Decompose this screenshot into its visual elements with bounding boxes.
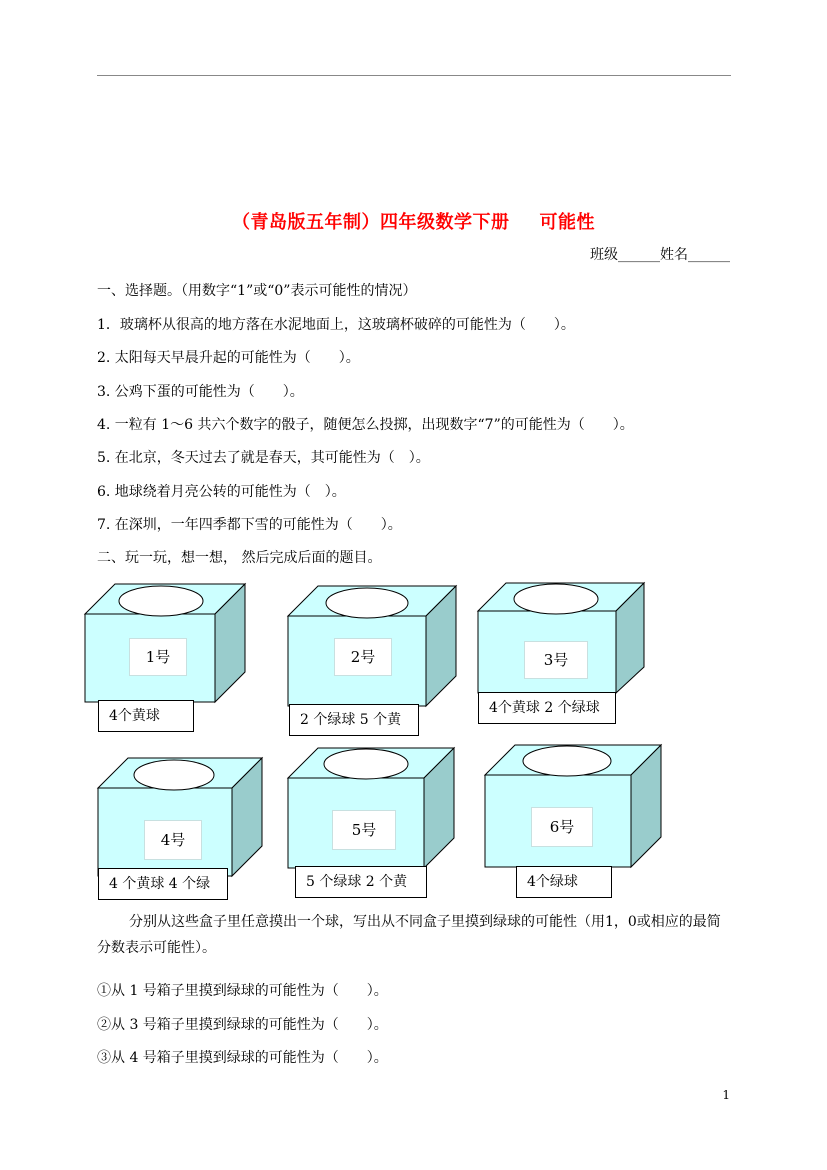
question-1: 1．玻璃杯从很高的地方落在水泥地面上，这玻璃杯破碎的可能性为（ ）。	[97, 317, 575, 333]
box-3-label: 3号	[524, 641, 588, 679]
subquestion-2: ②从 3 号箱子里摸到绿球的可能性为（ ）。	[97, 1017, 388, 1033]
box-1-label: 1号	[129, 638, 187, 676]
header-rule	[97, 75, 731, 76]
box-5-caption: 5 个绿球 2 个黄	[295, 866, 427, 898]
page-title	[0, 208, 827, 234]
question-3: 3. 公鸡下蛋的可能性为（ ）。	[97, 384, 304, 400]
question-5: 5. 在北京，冬天过去了就是春天，其可能性为（ ）。	[97, 450, 430, 466]
subquestion-1: ①从 1 号箱子里摸到绿球的可能性为（ ）。	[97, 983, 388, 999]
box-3-caption: 4个黄球 2 个绿球	[478, 692, 616, 724]
question-2: 2. 太阳每天早晨升起的可能性为（ ）。	[97, 350, 360, 366]
box-4-label: 4号	[144, 820, 202, 860]
title-topic: 可能性	[539, 212, 595, 233]
section2-heading: 二、玩一玩，想一想， 然后完成后面的题目。	[97, 550, 382, 566]
question-6: 6. 地球绕着月亮公转的可能性为（ ）。	[97, 484, 346, 500]
page-number: 1	[722, 1088, 730, 1102]
box-5-label: 5号	[332, 810, 396, 850]
box-1-caption: 4个黄球	[98, 700, 194, 732]
box-6-caption: 4个绿球	[516, 866, 612, 898]
question-4: 4. 一粒有 1～6 共六个数字的骰子，随便怎么投掷，出现数字“7”的可能性为（ ）。	[97, 417, 634, 433]
box-6-label: 6号	[531, 807, 593, 847]
instruction-paragraph: 分别从这些盒子里任意摸出一个球，写出从不同盒子里摸到绿球的可能性（用1，0或相应的最简分数表示可能性）。	[97, 914, 721, 956]
box-2-label: 2号	[334, 638, 392, 676]
section1-heading: 一、选择题。（用数字“1”或“0”表示可能性的情况）	[97, 283, 417, 299]
subquestion-3: ③从 4 号箱子里摸到绿球的可能性为（ ）。	[97, 1050, 388, 1066]
title-main: （青岛版五年制）四年级数学下册	[232, 212, 510, 233]
question-7: 7. 在深圳，一年四季都下雪的可能性为（ ）。	[97, 517, 402, 533]
box-4-drawing	[98, 758, 264, 878]
box-5-drawing	[288, 748, 456, 870]
box-4-caption: 4 个黄球 4 个绿	[98, 868, 228, 900]
box-2-caption: 2 个绿球 5 个黄	[289, 704, 419, 736]
class-name-line: 班级______姓名______	[590, 247, 730, 263]
